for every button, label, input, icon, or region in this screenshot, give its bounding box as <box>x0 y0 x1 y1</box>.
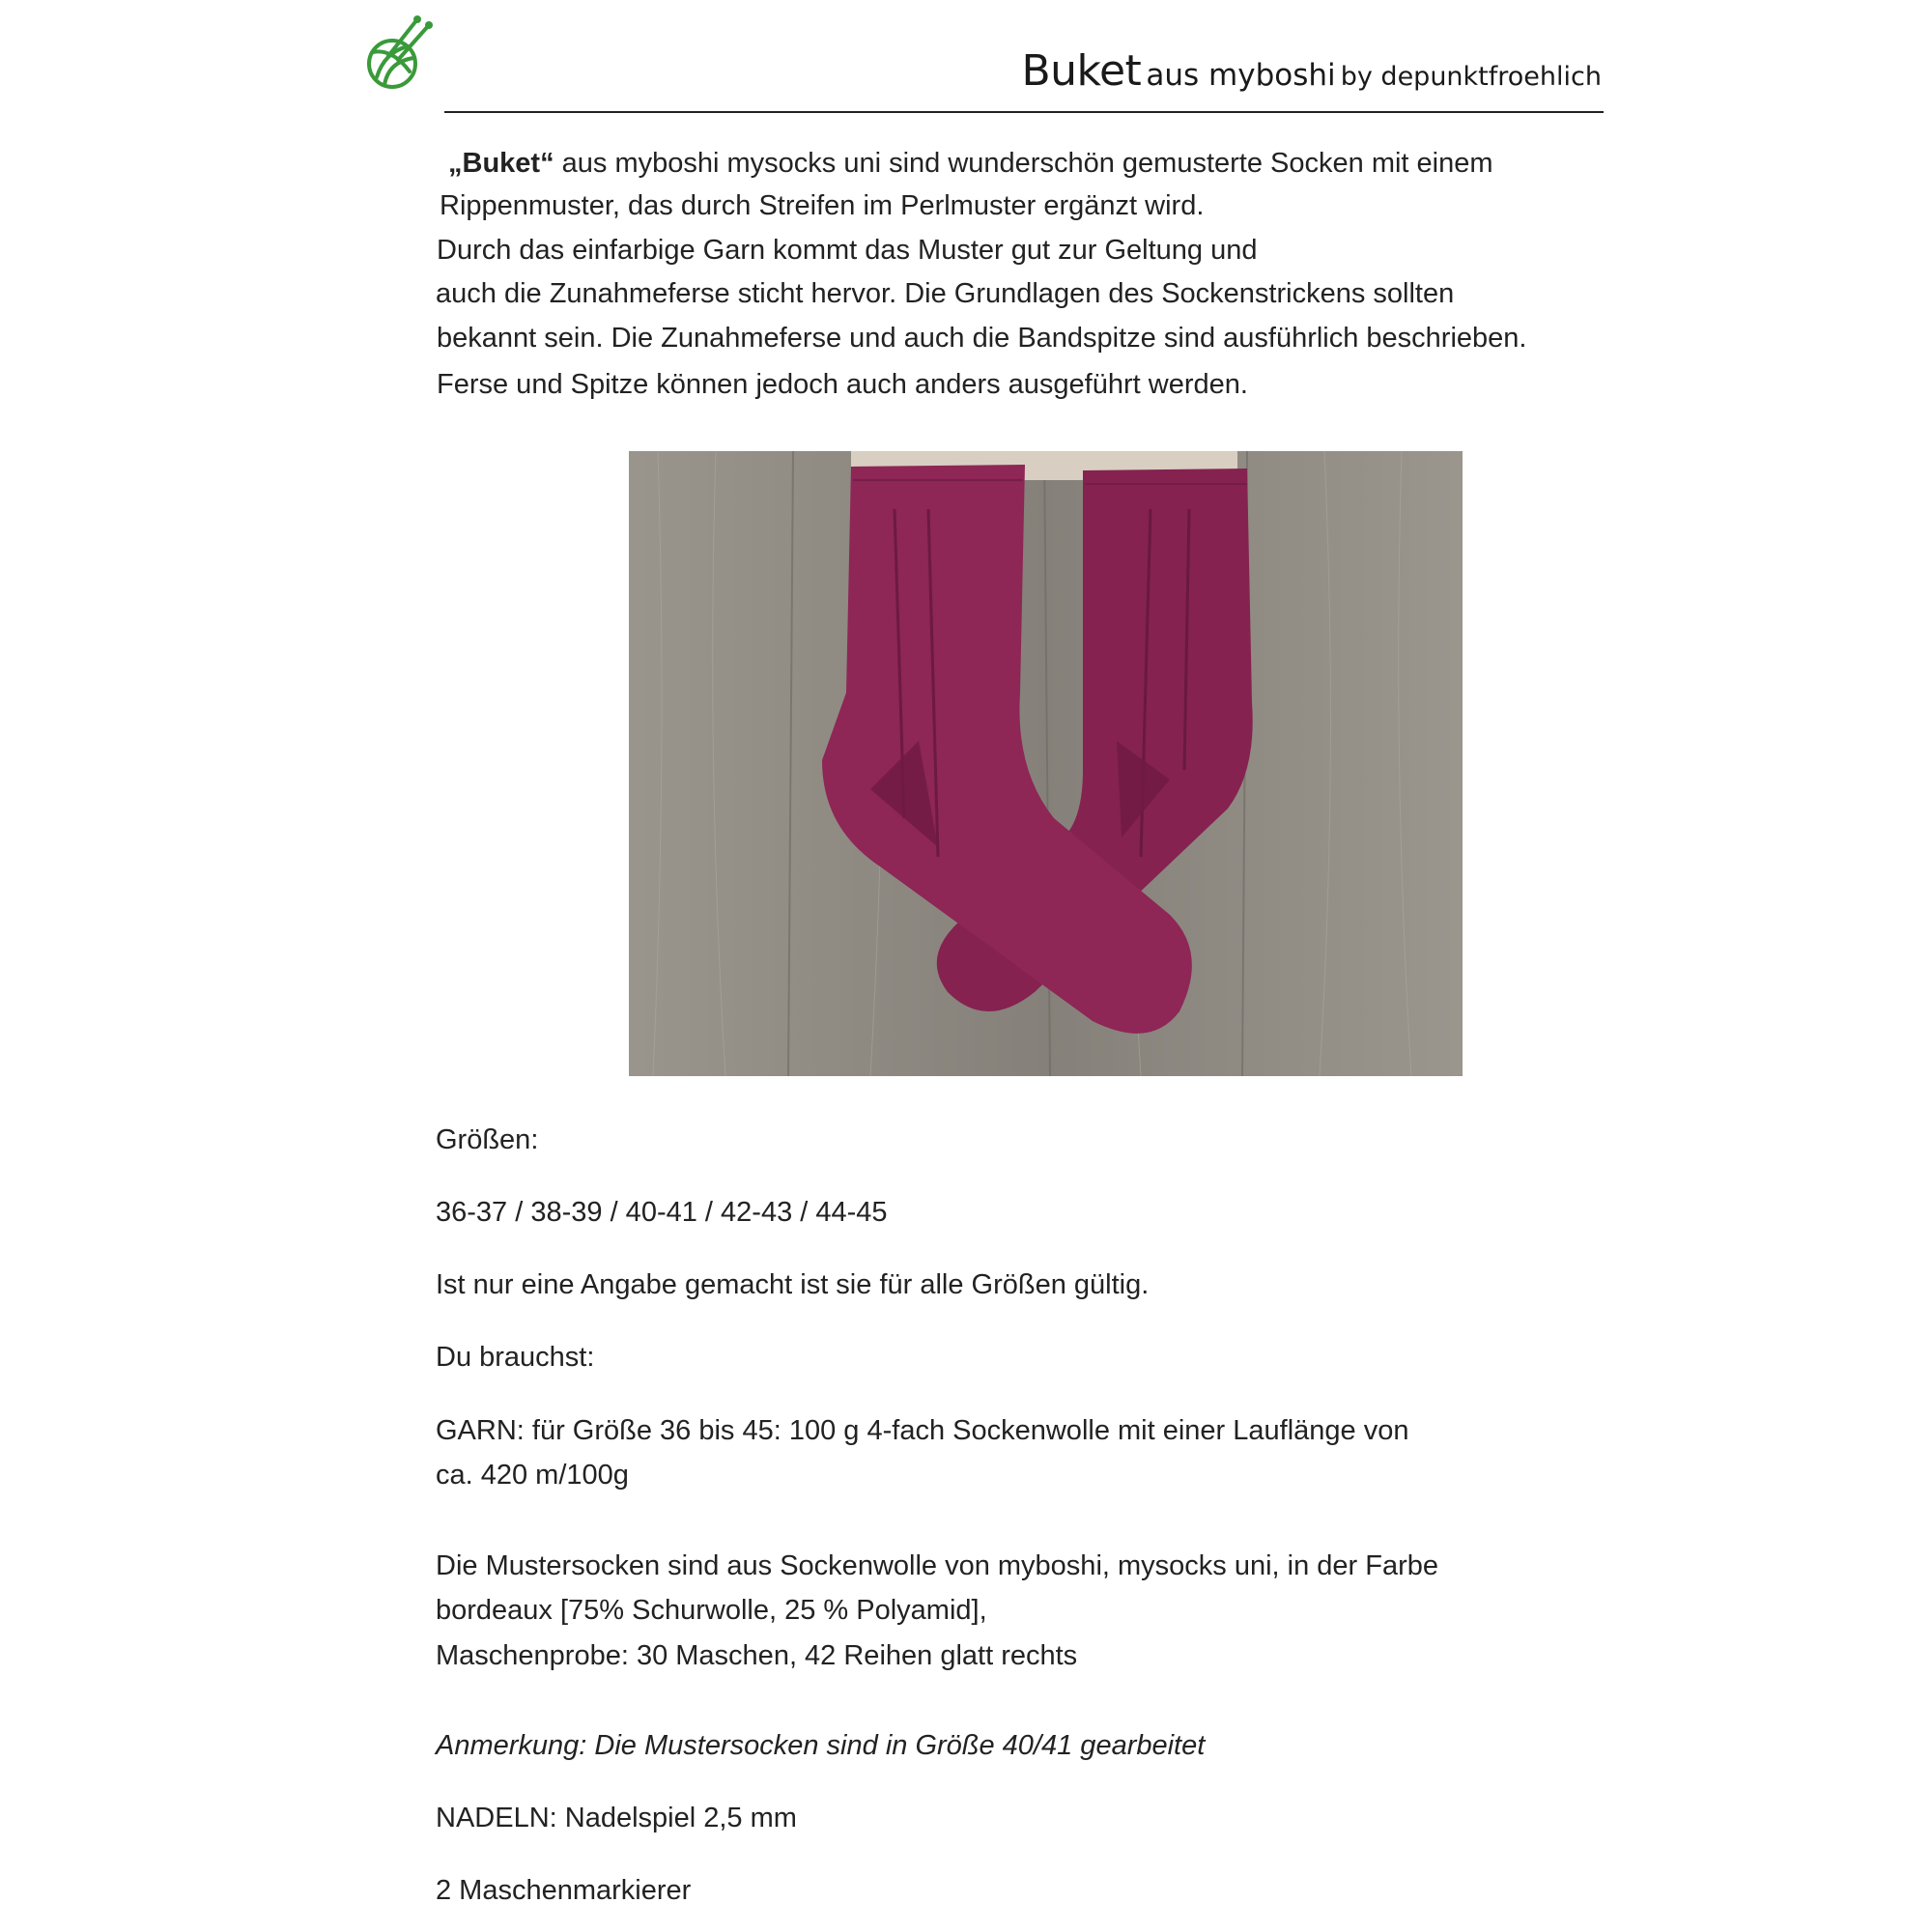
intro-line-1 <box>448 147 1493 180</box>
header-title-byline: by depunktfroehlich <box>1340 62 1602 92</box>
sizes-note: Ist nur eine Angabe gemacht ist sie für alle Größen gültig. <box>436 1269 1150 1300</box>
intro-title: „Buket“ <box>448 148 554 179</box>
yarn-line-1: GARN: für Größe 36 bis 45: 100 g 4-fach Sockenwolle mit einer Lauflänge von <box>436 1415 1409 1446</box>
intro-line-5: bekannt sein. Die Zunahmeferse und auch die Bandspitze sind ausführlich beschrieben. <box>437 323 1527 354</box>
header-title <box>1021 46 1602 96</box>
socks-photo <box>629 451 1463 1076</box>
intro-line-3: Durch das einfarbige Garn kommt das Muster gut zur Geltung und <box>437 235 1258 266</box>
sample-line-2: bordeaux [75% Schurwolle, 25 % Polyamid], <box>436 1595 987 1626</box>
gauge-line: Maschenprobe: 30 Maschen, 42 Reihen glatt rechts <box>436 1640 1078 1671</box>
yarn-ball-logo-icon <box>359 14 437 95</box>
yarn-line-2: ca. 420 m/100g <box>436 1460 629 1491</box>
sample-line-1: Die Mustersocken sind aus Sockenwolle von myboshi, mysocks uni, in der Farbe <box>436 1550 1439 1581</box>
intro-line-6: Ferse und Spitze können jedoch auch anders ausgeführt werden. <box>437 369 1248 400</box>
intro-line-1-text: aus myboshi mysocks uni sind wunderschön gemusterte Socken mit einem <box>554 148 1493 179</box>
header-title-main: Buket <box>1021 46 1142 96</box>
markers-line: 2 Maschenmarkierer <box>436 1875 692 1906</box>
intro-line-4: auch die Zunahmeferse sticht hervor. Die Grundlagen des Sockenstrickens sollten <box>436 278 1455 309</box>
header-divider <box>444 111 1604 113</box>
needles-line: NADELN: Nadelspiel 2,5 mm <box>436 1803 797 1833</box>
sizes-label: Größen: <box>436 1124 539 1155</box>
header-title-mid: aus myboshi <box>1146 58 1336 93</box>
sizes-list: 36-37 / 38-39 / 40-41 / 42-43 / 44-45 <box>436 1197 888 1228</box>
need-label: Du brauchst: <box>436 1342 595 1373</box>
intro-line-2: Rippenmuster, das durch Streifen im Perlmuster ergänzt wird. <box>440 190 1205 221</box>
note-line: Anmerkung: Die Mustersocken sind in Größe 40/41 gearbeitet <box>436 1730 1206 1761</box>
